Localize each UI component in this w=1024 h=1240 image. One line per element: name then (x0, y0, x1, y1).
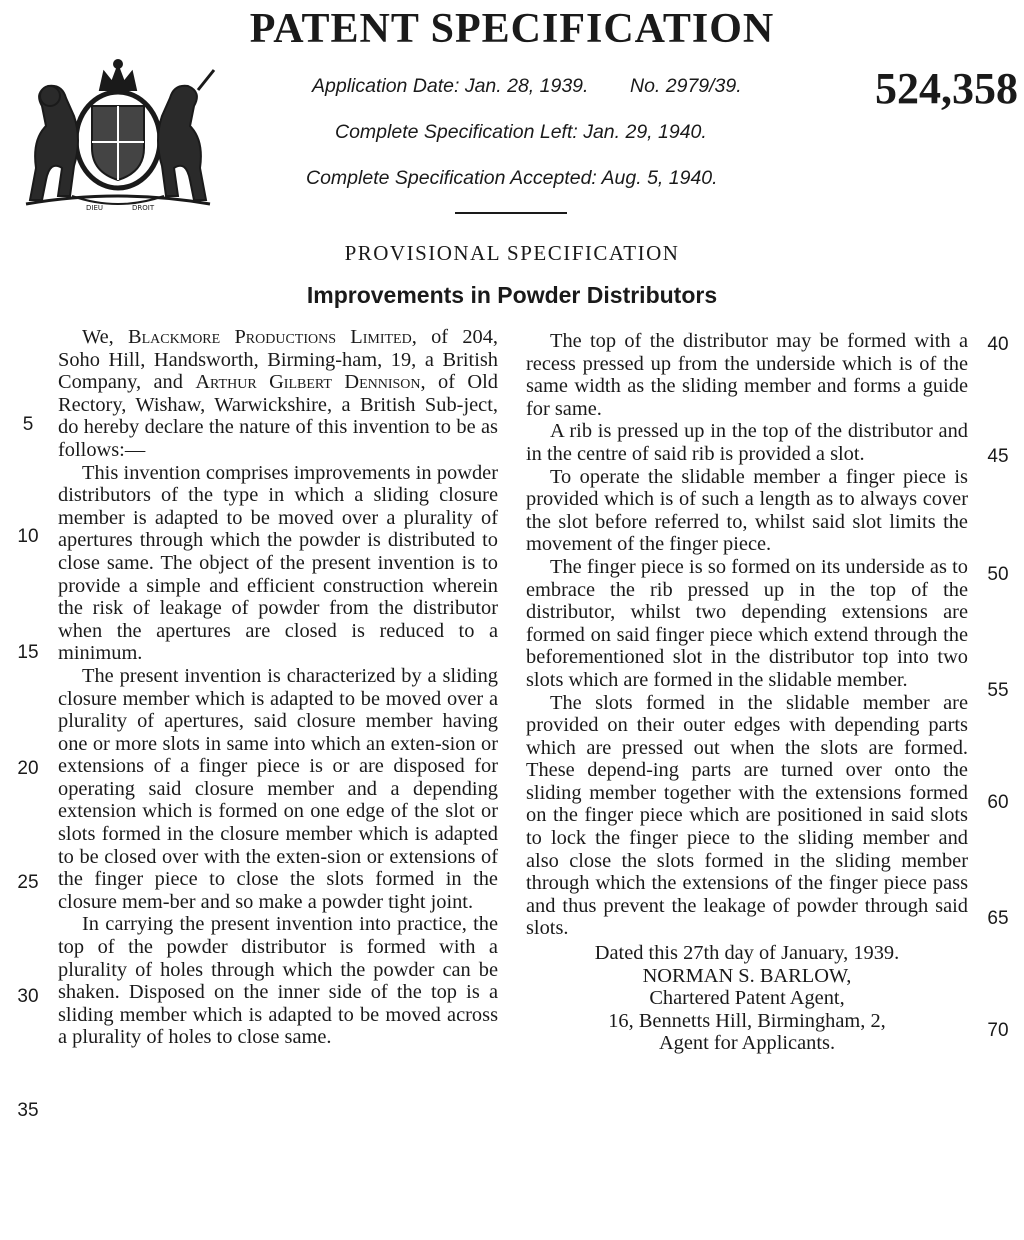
text-run: , of 204, Soho Hill, Handsworth, Birming-ham, 19, a British Company, and (58, 326, 498, 394)
line-number: 45 (987, 446, 1009, 467)
line-number: 10 (17, 526, 39, 547)
patent-number: 524,358 (875, 64, 1018, 113)
royal-coat-of-arms-icon (12, 56, 224, 216)
line-number: 30 (17, 986, 39, 1007)
line-number: 35 (17, 1100, 39, 1121)
line-number: 50 (987, 564, 1009, 585)
motto-left-text: DIEU (86, 204, 104, 212)
agent-title: Chartered Patent Agent, (649, 987, 845, 1010)
body-paragraph: The slots formed in the slidable member are provided on their outer edges with depending parts which are pressed out when the slots are formed. These depend-ing parts are turned over onto the sliding member together with the extensions formed on the finger piece which are positioned in said slots to lock the finger piece to the sliding member and also close the slots formed in the sliding member through which the extensions of the finger piece pass and thus prevent the leakage of powder through said slots. (526, 691, 968, 940)
body-paragraph: The top of the distributor may be formed with a recess pressed up from the underside which is of the same width as the sliding member and forms a guide for same. (526, 330, 968, 420)
body-paragraph: This invention comprises improvements in powder distributors of the type in which a sliding closure member is adapted to be moved over a plurality of apertures through which the powder is distributed to close same. The object of the present invention is to provide a simple and efficient construction wherein the risk of leakage of powder from the distributor when the apertures are closed is reduced to a minimum. (58, 461, 498, 665)
complete-specification-accepted: Complete Specification Accepted: Aug. 5, 1940. (306, 167, 718, 189)
agent-role: Agent for Applicants. (658, 1032, 836, 1055)
body-paragraph: The finger piece is so formed on its underside as to embrace the rib pressed up in the top of the distributor, whilst two depending extensions are formed on said finger piece which extend through the beforementioned slot in the distributor top into two slots which are formed in the slidable member. (526, 555, 968, 691)
left-column (58, 326, 498, 1049)
line-number: 65 (987, 908, 1009, 929)
line-number: 25 (17, 872, 39, 893)
header-divider (455, 212, 567, 214)
body-paragraph: The present invention is characterized by a sliding closure member which is adapted to be moved over a plurality of apertures, said closure member having one or more slots in same into which an exten-sion or extensions of a finger piece is or are disposed for operating said closure member and a depending extension which is formed on one edge of the slot or slots formed in the closure member which is adapted to be closed over with the exten-sion or extensions of the finger piece to close the slots formed in the closure mem-ber and so make a powder tight joint. (58, 664, 498, 913)
body-paragraph: In carrying the present invention into practice, the top of the powder distributor is formed with a plurality of holes through which the powder can be shaken. Disposed on the inner side of the top is a sliding member which is adapted to be moved across a plurality of holes to close same. (58, 913, 498, 1049)
document-title: PATENT SPECIFICATION (249, 6, 775, 52)
body-paragraph: A rib is pressed up in the top of the distributor and in the centre of said rib is provided a slot. (526, 420, 968, 465)
applicant-company-name: Blackmore Productions Limited (128, 326, 412, 348)
motto-right-text: DROIT (132, 204, 155, 212)
text-run: We, (82, 326, 129, 348)
application-date: Application Date: Jan. 28, 1939. (312, 75, 589, 97)
agent-address: 16, Bennetts Hill, Birmingham, 2, (608, 1009, 886, 1032)
section-heading: PROVISIONAL SPECIFICATION (344, 241, 680, 265)
application-number: No. 2979/39. (630, 75, 742, 97)
line-number: 40 (987, 334, 1009, 355)
line-number: 60 (987, 792, 1009, 813)
text-run: , of Old Rectory, Wishaw, Warwickshire, a British Sub-ject, do hereby declare the nature of this invention to be as follows:— (58, 371, 498, 461)
line-number: 55 (987, 680, 1009, 701)
line-number: 5 (22, 414, 34, 435)
applicants-paragraph (58, 326, 498, 462)
line-number: 15 (17, 642, 39, 663)
complete-specification-left: Complete Specification Left: Jan. 29, 1940. (335, 121, 707, 143)
line-number: 70 (987, 1020, 1009, 1041)
agent-name: NORMAN S. BARLOW, (642, 964, 852, 987)
subject-title: Improvements in Powder Distributors (306, 282, 718, 308)
right-column (526, 330, 968, 1055)
dated-line: Dated this 27th day of January, 1939. (594, 942, 900, 965)
body-paragraph: To operate the slidable member a finger piece is provided which is of such a length as to always cover the slot before referred to, whilst said slot limits the movement of the finger piece. (526, 465, 968, 556)
line-number: 20 (17, 758, 39, 779)
applicant-inventor-name: Arthur Gilbert Dennison (195, 371, 421, 394)
